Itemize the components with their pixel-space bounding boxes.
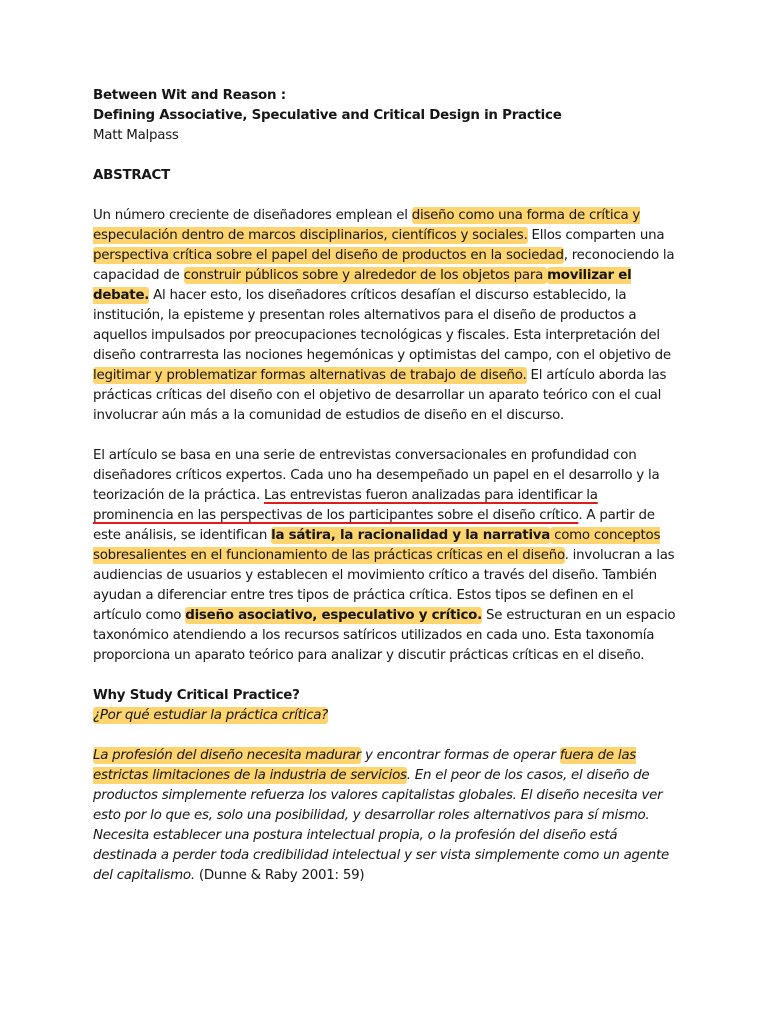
italic-text: y encontrar formas de operar — [360, 748, 560, 763]
highlight-bold: diseño asociativo, especulativo y crítico. — [185, 608, 482, 623]
underlined-text: Las entrevistas fueron analizadas para identificar la prominencia en las perspectivas de los participantes sobre el diseño crítico — [93, 488, 598, 523]
document-body — [93, 86, 678, 886]
highlight-italic: fuera de las estrictas limitaciones de la industria de servicios — [93, 748, 637, 783]
highlight: como conceptos sobresalientes en el funcionamiento de las prácticas críticas en el diseño — [93, 528, 661, 563]
highlight-bold: movilizar el debate. — [93, 268, 632, 303]
title-line-2: Defining Associative, Speculative and Critical Design in Practice — [93, 108, 562, 123]
text-run: El artículo se basa en una serie de entrevistas conversacionales en profundidad con diseñadores críticos expertos. Cada uno ha desempeñado un papel en el desarrollo y la teorización de la práctica. — [93, 448, 660, 503]
text-run: Se estructuran en un espacio taxonómico atendiendo a los recursos satíricos utilizados en cada uno. Esta taxonomía proporciona un aparato teórico para analizar y discutir prácticas críticas en el diseño. — [93, 608, 676, 663]
abstract-paragraph-2 — [93, 446, 678, 666]
author: Matt Malpass — [93, 128, 179, 143]
highlight: construir públicos sobre y alrededor de los objetos para — [183, 268, 548, 283]
citation: (Dunne & Raby 2001: 59) — [194, 868, 365, 883]
text-run: Ellos comparten una — [527, 228, 665, 243]
highlight: diseño como una forma de crítica y especulación dentro de marcos disciplinarios, científicos y sociales. — [93, 208, 641, 243]
text-run: El artículo aborda las prácticas críticas del diseño con el objetivo de desarrollar un aparato teórico con el cual involucrar aún más a la comunidad de estudios de diseño en el discurso. — [93, 368, 667, 423]
text-run: Al hacer esto, los diseñadores críticos desafían el discurso establecido, la institución, la episteme y presentan roles alternativos para el diseño de productos a aquellos impulsados por preocupaciones tecnológicas y fiscales. Esta interpretación del diseño contrarresta las nociones hegemónicas y optimistas del campo, con el objetivo de — [93, 288, 671, 363]
text-run: . involucran a las audiencias de usuarios y establecen el movimiento crítico a través del diseño. También ayudan a diferenciar entre tres tipos de práctica crítica. Estos tipos se definen en el artículo como — [93, 548, 675, 623]
highlight-italic: La profesión del diseño necesita madurar — [93, 748, 361, 763]
title-line-1: Between Wit and Reason : — [93, 88, 286, 103]
italic-text: . En el peor de los casos, el diseño de productos simplemente refuerza los valores capitalistas globales. El diseño necesita ver esto por lo que es, solo una posibilidad, y desarrollar roles alternativos para sí mismo. Necesita establecer una postura intelectual propia, o la profesión del diseño está destinada a perder toda credibilidad intelectual y ser vista simplemente como un agente del capitalismo. — [93, 768, 669, 883]
abstract-paragraph-1 — [93, 206, 678, 426]
quote-paragraph — [93, 746, 678, 886]
section-heading-translation — [93, 706, 678, 726]
highlight: ¿Por qué estudiar la práctica crítica? — [93, 708, 329, 723]
text-run: , reconociendo la capacidad de — [93, 248, 675, 283]
abstract-heading: ABSTRACT — [93, 168, 170, 183]
highlight: perspectiva crítica sobre el papel del diseño de productos en la sociedad — [93, 248, 564, 263]
highlight-bold: la sátira, la racionalidad y la narrativa — [271, 528, 551, 543]
section-heading: Why Study Critical Practice? — [93, 688, 300, 703]
text-run: . A partir de este análisis, se identifican — [93, 508, 655, 543]
highlight: legitimar y problematizar formas alternativas de trabajo de diseño. — [93, 368, 527, 383]
text-run: Un número creciente de diseñadores emplean el — [93, 208, 412, 223]
